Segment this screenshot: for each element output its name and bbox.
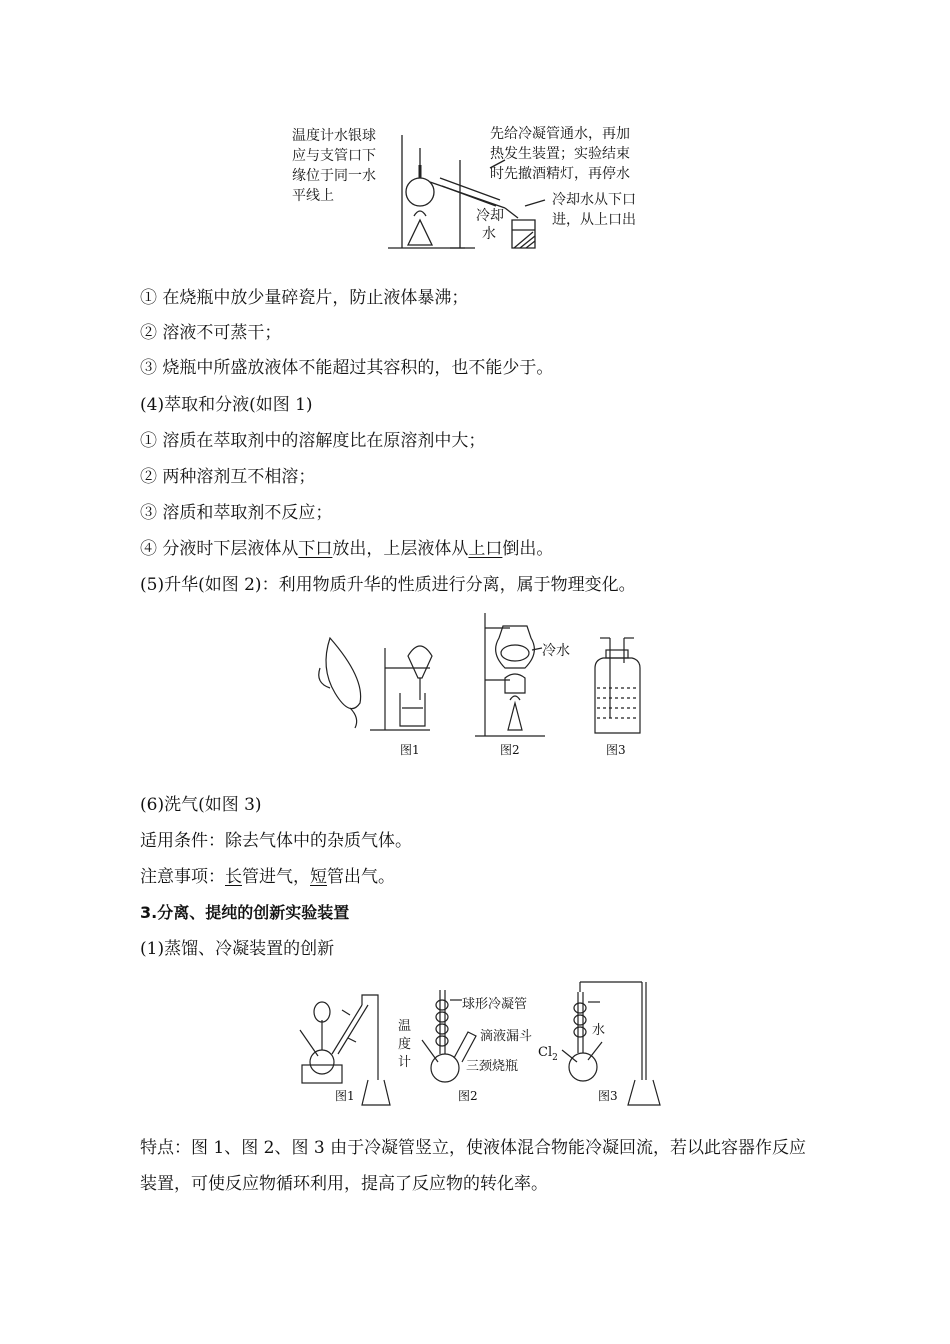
svg-text:缘位于同一水: 缘位于同一水 <box>292 168 376 184</box>
reflux-figure-row <box>290 970 675 1110</box>
underlined-answer-lower: 下口 <box>298 539 333 559</box>
apparatus-figure-row <box>310 608 650 763</box>
svg-text:计: 计 <box>398 1055 412 1070</box>
bottom-caption-fig2: 图2 <box>458 1089 478 1103</box>
distill-note-2: ② 溶液不可蒸干； <box>140 323 282 343</box>
svg-text:冷却: 冷却 <box>476 208 504 224</box>
water-label: 水 <box>592 1023 606 1038</box>
operation-order-label <box>490 125 630 182</box>
gas-washing-condition: 适用条件：除去气体中的杂质气体。 <box>140 831 412 851</box>
gas-washing-note <box>140 865 395 889</box>
cold-water-label: 冷水 <box>542 643 570 659</box>
bottom-figure-captions <box>335 1089 618 1103</box>
svg-text:应与支管口下: 应与支管口下 <box>292 148 376 164</box>
figure-3-gas-washing-bottle <box>595 638 640 733</box>
svg-text:温度计水银球: 温度计水银球 <box>292 128 376 144</box>
figure-2-sublimation <box>475 613 545 736</box>
svg-text:度: 度 <box>398 1037 412 1052</box>
caption-fig1: 图1 <box>400 743 420 757</box>
distill-note-1: ① 在烧瓶中放少量碎瓷片，防止液体暴沸； <box>140 288 469 308</box>
thermometer-vertical-label <box>398 1019 411 1070</box>
section-3-subheading: (1)蒸馏、冷凝装置的创新 <box>140 939 335 959</box>
svg-text:时先撤酒精灯，再停水: 时先撤酒精灯，再停水 <box>490 166 630 182</box>
water-in-out-label <box>552 191 636 228</box>
item4-text-1: ④ 分液时下层液体从 <box>140 539 299 559</box>
distill-note-3: ③ 烧瓶中所盛放液体不能超过其容积的，也不能少于。 <box>140 358 554 378</box>
svg-text:水: 水 <box>482 226 496 242</box>
feature-paragraph: 特点：图 1、图 2、图 3 由于冷凝管竖立，使液体混合物能冷凝回流，若以此容器作反应装置，可使反应物循环利用，提高了反应物的转化率。 <box>140 1138 807 1194</box>
note-text-1: 注意事项： <box>140 867 225 887</box>
chlorine-label: $Cl_2$ <box>538 1045 558 1063</box>
mid-figure-captions <box>400 743 626 757</box>
thermometer-label <box>292 127 376 204</box>
item4-text-2: 放出，上层液体从 <box>332 539 469 559</box>
svg-text:进，从上口出: 进，从上口出 <box>552 212 636 228</box>
note-text-3: 管出气。 <box>327 867 395 887</box>
svg-text:先给冷凝管通水，再加: 先给冷凝管通水，再加 <box>490 126 630 142</box>
section-3-heading: 3.分离、提纯的创新实验装置 <box>140 903 350 922</box>
ball-condenser-label: 球形冷凝管 <box>462 997 528 1012</box>
extraction-heading: (4)萃取和分液(如图 1) <box>140 395 313 415</box>
caption-fig2: 图2 <box>500 743 520 757</box>
three-neck-flask-label: 三颈烧瓶 <box>466 1059 519 1074</box>
extraction-item-4 <box>140 537 553 561</box>
bottom-caption-fig3: 图3 <box>598 1089 618 1103</box>
dropping-funnel-label: 滴液漏斗 <box>480 1029 533 1044</box>
svg-text:平线上: 平线上 <box>292 188 334 204</box>
distillation-figure <box>290 120 670 255</box>
svg-text:热发生装置；实验结束: 热发生装置；实验结束 <box>490 146 630 162</box>
underlined-answer-upper: 上口 <box>468 539 503 559</box>
figure-1-separatory-funnel <box>319 638 432 730</box>
underlined-answer-short: 短 <box>310 867 327 887</box>
svg-text:冷却水从下口: 冷却水从下口 <box>552 192 636 208</box>
cooling-water-label <box>476 208 504 242</box>
bottom-fig2-labels <box>462 996 532 1074</box>
sublimation-line: (5)升华(如图 2)：利用物质升华的性质进行分离，属于物理变化。 <box>140 575 636 595</box>
extraction-item-2: ② 两种溶剂互不相溶； <box>140 467 316 487</box>
caption-fig3: 图3 <box>606 743 626 757</box>
figure-3-gas-reflux <box>562 982 660 1105</box>
svg-text:温: 温 <box>398 1019 412 1034</box>
gas-washing-heading: (6)洗气(如图 3) <box>140 795 262 815</box>
extraction-item-1: ① 溶质在萃取剂中的溶解度比在原溶剂中大； <box>140 431 486 451</box>
extraction-item-3: ③ 溶质和萃取剂不反应； <box>140 503 333 523</box>
note-text-2: 管进气， <box>242 867 310 887</box>
bottom-caption-fig1: 图1 <box>335 1089 355 1103</box>
item4-text-3: 倒出。 <box>502 539 554 559</box>
underlined-answer-long: 长 <box>225 867 242 887</box>
